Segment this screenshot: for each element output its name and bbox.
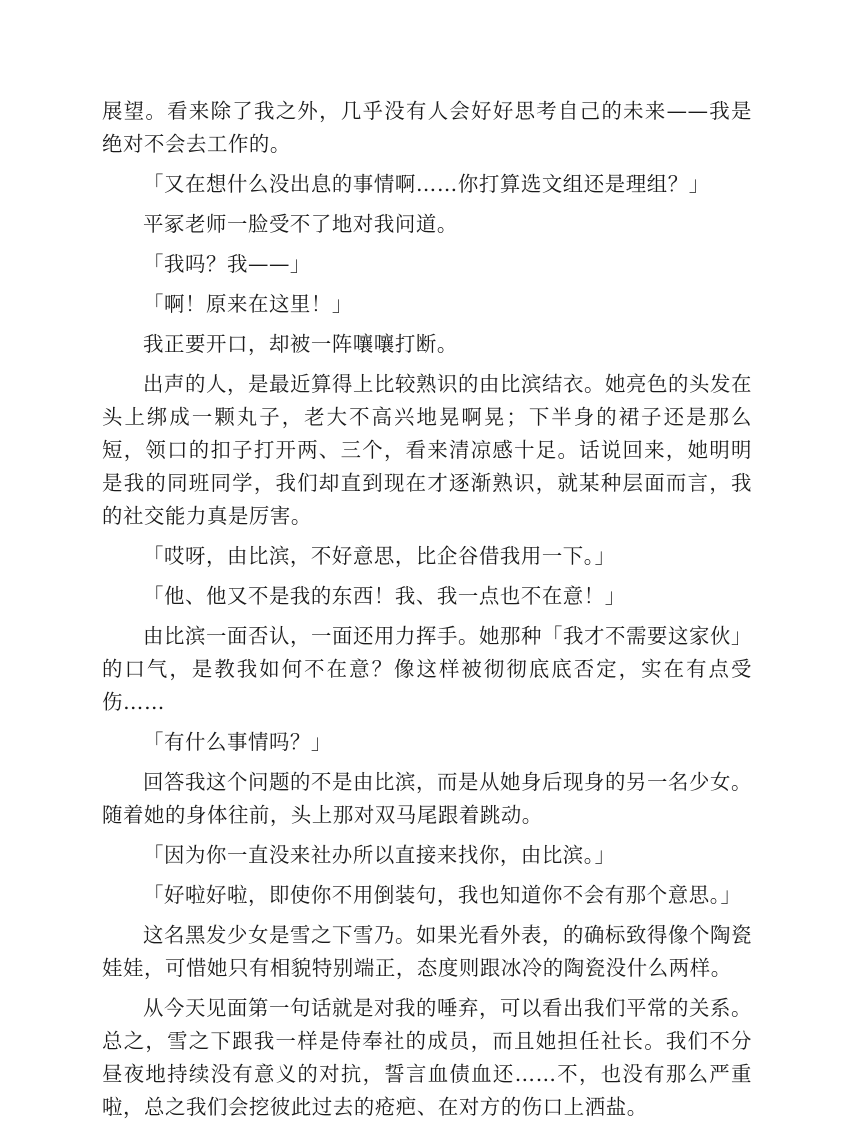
paragraph: 「有什么事情吗？」 bbox=[143, 730, 332, 754]
paragraph: 由比滨一面否认，一面还用力挥手。她那种「我才不需要这家伙」的口气，是教我如何不在意？像这样被彻彻底底否定，实在有点受伤…… bbox=[102, 624, 752, 714]
paragraph: 「又在想什么没出息的事情啊……你打算选文组还是理组？」 bbox=[143, 172, 710, 196]
paragraph: 出声的人，是最近算得上比较熟识的由比滨结衣。她亮色的头发在头上绑成一颗丸子，老大不高兴地晃啊晃；下半身的裙子还是那么短，领口的扣子打开两、三个，看来清凉感十足。话说回来，她明明是我的同班同学，我们却直到现在才逐渐熟识，就某种层面而言，我的社交能力真是厉害。 bbox=[102, 372, 752, 528]
paragraph: 「他、他又不是我的东西！我、我一点也不在意！」 bbox=[143, 584, 626, 608]
body-text bbox=[102, 95, 752, 1131]
paragraph: 平冢老师一脸受不了地对我问道。 bbox=[143, 212, 458, 236]
paragraph: 回答我这个问题的不是由比滨，而是从她身后现身的另一名少女。随着她的身体往前，头上那对双马尾跟着跳动。 bbox=[102, 770, 752, 827]
paragraph: 「哎呀，由比滨，不好意思，比企谷借我用一下。」 bbox=[143, 544, 616, 568]
paragraph: 展望。看来除了我之外，几乎没有人会好好思考自己的未来——我是绝对不会去工作的。 bbox=[102, 99, 752, 156]
paragraph: 「好啦好啦，即使你不用倒装句，我也知道你不会有那个意思。」 bbox=[143, 883, 742, 907]
paragraph: 「我吗？我——」 bbox=[143, 252, 311, 276]
paragraph: 从今天见面第一句话就是对我的唾弃，可以看出我们平常的关系。总之，雪之下跟我一样是侍奉社的成员，而且她担任社长。我们不分昼夜地持续没有意义的对抗，誓言血债血还……不，也没有那么严重啦，总之我们会挖彼此过去的疮疤、在对方的伤口上洒盐。 bbox=[102, 996, 752, 1119]
paragraph: 「啊！原来在这里！」 bbox=[143, 292, 353, 316]
paragraph: 这名黑发少女是雪之下雪乃。如果光看外表，的确标致得像个陶瓷娃娃，可惜她只有相貌特别端正，态度则跟冰冷的陶瓷没什么两样。 bbox=[102, 923, 752, 980]
paragraph: 我正要开口，却被一阵嚷嚷打断。 bbox=[143, 332, 458, 356]
paragraph: 「因为你一直没来社办所以直接来找你，由比滨。」 bbox=[143, 843, 616, 867]
